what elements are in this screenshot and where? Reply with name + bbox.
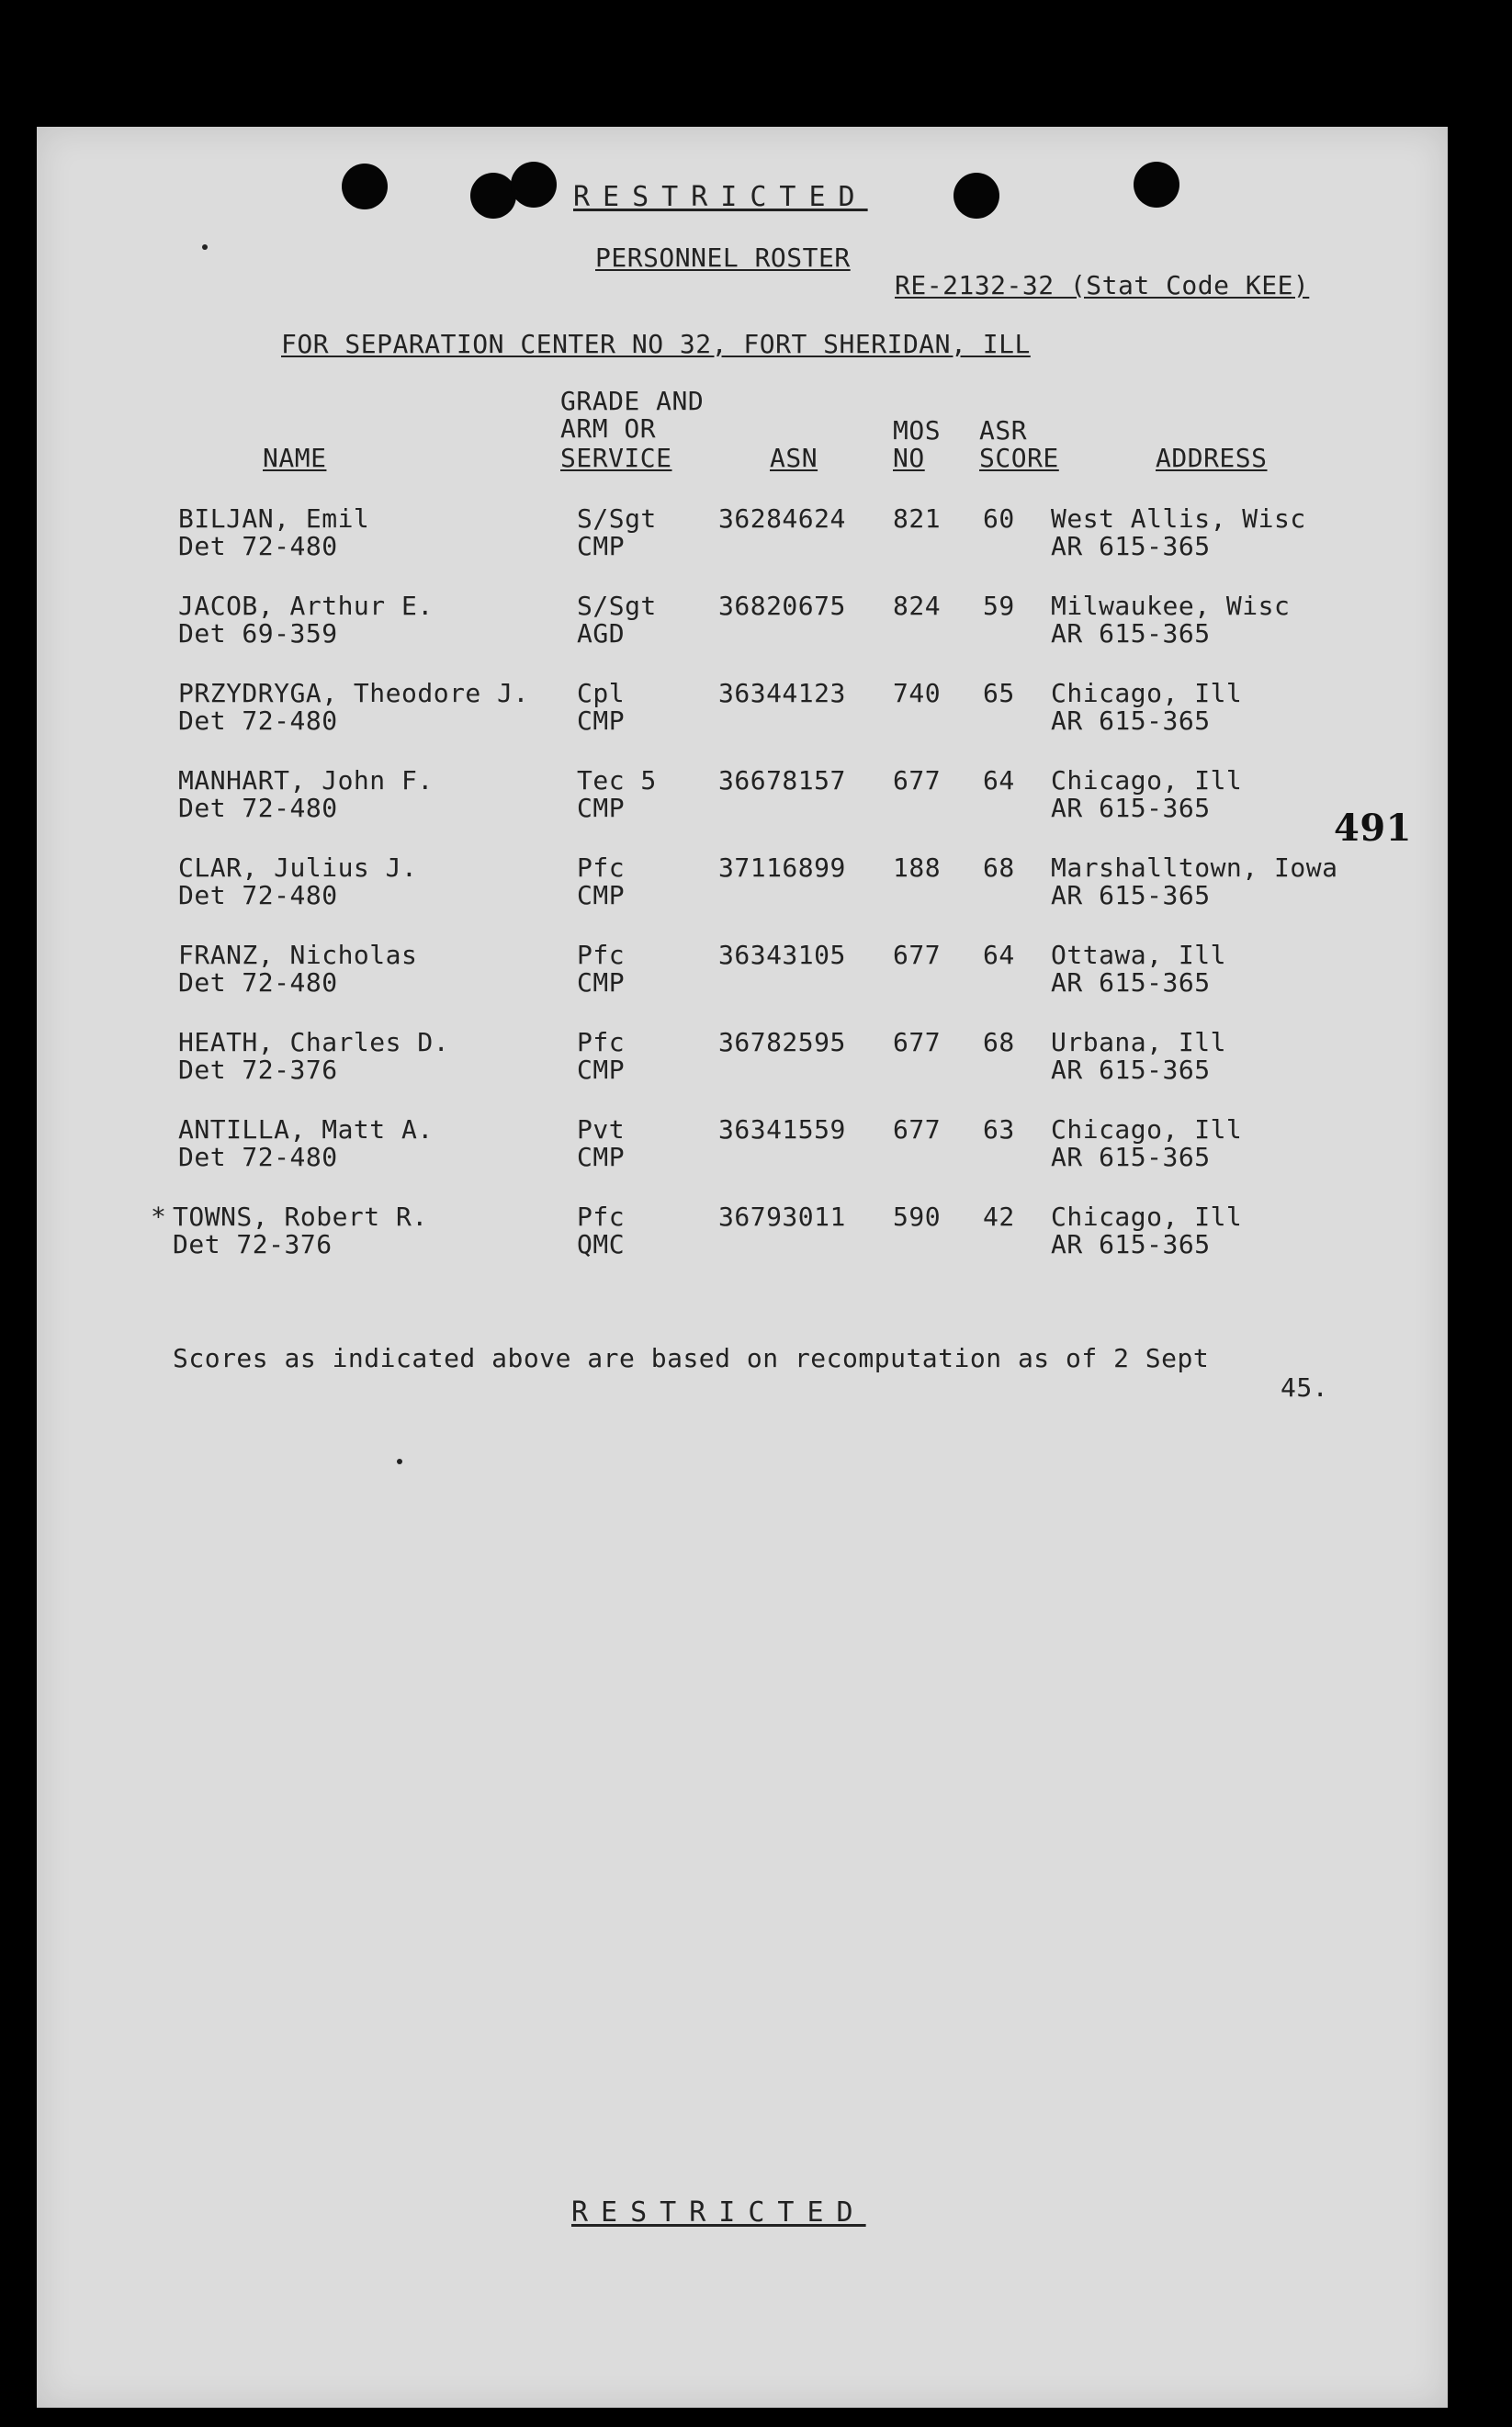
col-address: ADDRESS	[1156, 443, 1268, 473]
service: CMP	[577, 880, 626, 910]
regulation: AR 615-365	[1051, 706, 1211, 736]
table-row	[37, 680, 1448, 735]
mos: 188	[893, 852, 942, 883]
mos: 824	[893, 591, 942, 621]
col-asr-line2: SCORE	[979, 443, 1059, 473]
address: West Allis, Wisc	[1051, 503, 1306, 534]
detachment: Det 72-480	[178, 880, 338, 910]
table-row	[37, 1203, 1448, 1259]
table-row	[37, 1029, 1448, 1084]
asn: 36344123	[718, 678, 846, 708]
asn: 36820675	[718, 591, 846, 621]
asn: 37116899	[718, 852, 846, 883]
punch-hole	[511, 162, 557, 208]
col-name: NAME	[263, 443, 327, 473]
soldier-name: FRANZ, Nicholas	[178, 940, 418, 970]
restricted-header: RESTRICTED	[573, 181, 868, 213]
address: Chicago, Ill	[1051, 1202, 1243, 1232]
soldier-name: MANHART, John F.	[178, 765, 434, 796]
service: QMC	[577, 1229, 626, 1259]
regulation: AR 615-365	[1051, 1142, 1211, 1172]
grade: S/Sgt	[577, 591, 657, 621]
service: CMP	[577, 531, 626, 561]
asn: 36284624	[718, 503, 846, 534]
table-row	[37, 942, 1448, 997]
soldier-name: ANTILLA, Matt A.	[178, 1114, 434, 1145]
grade: S/Sgt	[577, 503, 657, 534]
score: 42	[983, 1202, 1015, 1232]
table-row	[37, 854, 1448, 909]
service: AGD	[577, 618, 626, 649]
asn: 36343105	[718, 940, 846, 970]
scores-note-year: 45.	[1281, 1372, 1329, 1403]
mos: 677	[893, 940, 942, 970]
mos: 821	[893, 503, 942, 534]
regulation: AR 615-365	[1051, 967, 1211, 998]
regulation: AR 615-365	[1051, 618, 1211, 649]
table-row	[37, 593, 1448, 648]
document-title: PERSONNEL ROSTER	[595, 243, 851, 273]
asn: 36793011	[718, 1202, 846, 1232]
address: Marshalltown, Iowa	[1051, 852, 1338, 883]
col-asn: ASN	[770, 443, 818, 473]
address: Chicago, Ill	[1051, 1114, 1243, 1145]
scores-note: Scores as indicated above are based on recomputation as of 2 Sept	[173, 1343, 1210, 1373]
service: CMP	[577, 706, 626, 736]
soldier-name: BILJAN, Emil	[178, 503, 370, 534]
asn: 36782595	[718, 1027, 846, 1057]
address: Urbana, Ill	[1051, 1027, 1226, 1057]
score: 68	[983, 852, 1015, 883]
mos: 677	[893, 765, 942, 796]
table-row	[37, 505, 1448, 560]
score: 68	[983, 1027, 1015, 1057]
punch-hole	[342, 164, 388, 209]
ink-speck	[397, 1459, 402, 1464]
punch-hole	[1134, 162, 1179, 208]
score: 64	[983, 765, 1015, 796]
col-grade-line2: ARM OR	[560, 413, 657, 444]
score: 65	[983, 678, 1015, 708]
detachment: Det 72-480	[178, 531, 338, 561]
detachment: Det 72-480	[178, 1142, 338, 1172]
address: Milwaukee, Wisc	[1051, 591, 1291, 621]
roster-code: RE-2132-32 (Stat Code KEE)	[895, 270, 1310, 300]
service: CMP	[577, 793, 626, 823]
service: CMP	[577, 1142, 626, 1172]
address: Ottawa, Ill	[1051, 940, 1226, 970]
mos: 677	[893, 1114, 942, 1145]
grade: Pfc	[577, 1027, 626, 1057]
mos: 590	[893, 1202, 942, 1232]
col-grade-line1: GRADE AND	[560, 386, 705, 416]
col-grade-line3: SERVICE	[560, 443, 672, 473]
col-mos-line2: NO	[893, 443, 925, 473]
col-mos-line1: MOS	[893, 415, 942, 446]
mos: 677	[893, 1027, 942, 1057]
col-asr-line1: ASR	[979, 415, 1028, 446]
service: CMP	[577, 967, 626, 998]
score: 60	[983, 503, 1015, 534]
asn: 36341559	[718, 1114, 846, 1145]
punch-hole	[953, 173, 999, 219]
regulation: AR 615-365	[1051, 1229, 1211, 1259]
table-row	[37, 767, 1448, 822]
page-number-stamp: 491	[1334, 807, 1412, 850]
grade: Pfc	[577, 1202, 626, 1232]
mos: 740	[893, 678, 942, 708]
soldier-name: PRZYDRYGA, Theodore J.	[178, 678, 529, 708]
table-row	[37, 1116, 1448, 1171]
score: 59	[983, 591, 1015, 621]
soldier-name: TOWNS, Robert R.	[173, 1202, 428, 1232]
detachment: Det 72-480	[178, 967, 338, 998]
grade: Cpl	[577, 678, 626, 708]
document-page	[37, 127, 1448, 2408]
detachment: Det 72-376	[178, 1055, 338, 1085]
ink-speck	[202, 244, 208, 250]
soldier-name: CLAR, Julius J.	[178, 852, 418, 883]
address: Chicago, Ill	[1051, 678, 1243, 708]
detachment: Det 69-359	[178, 618, 338, 649]
grade: Pfc	[577, 852, 626, 883]
grade: Pvt	[577, 1114, 626, 1145]
punch-hole	[470, 173, 516, 219]
detachment: Det 72-376	[173, 1229, 333, 1259]
restricted-footer: RESTRICTED	[571, 2196, 866, 2229]
service: CMP	[577, 1055, 626, 1085]
soldier-name: HEATH, Charles D.	[178, 1027, 450, 1057]
row-mark: *	[151, 1202, 167, 1232]
regulation: AR 615-365	[1051, 1055, 1211, 1085]
asn: 36678157	[718, 765, 846, 796]
regulation: AR 615-365	[1051, 880, 1211, 910]
regulation: AR 615-365	[1051, 531, 1211, 561]
detachment: Det 72-480	[178, 793, 338, 823]
address: Chicago, Ill	[1051, 765, 1243, 796]
score: 64	[983, 940, 1015, 970]
soldier-name: JACOB, Arthur E.	[178, 591, 434, 621]
detachment: Det 72-480	[178, 706, 338, 736]
score: 63	[983, 1114, 1015, 1145]
document-subtitle: FOR SEPARATION CENTER NO 32, FORT SHERIDAN, ILL	[281, 329, 1031, 359]
grade: Tec 5	[577, 765, 657, 796]
grade: Pfc	[577, 940, 626, 970]
regulation: AR 615-365	[1051, 793, 1211, 823]
